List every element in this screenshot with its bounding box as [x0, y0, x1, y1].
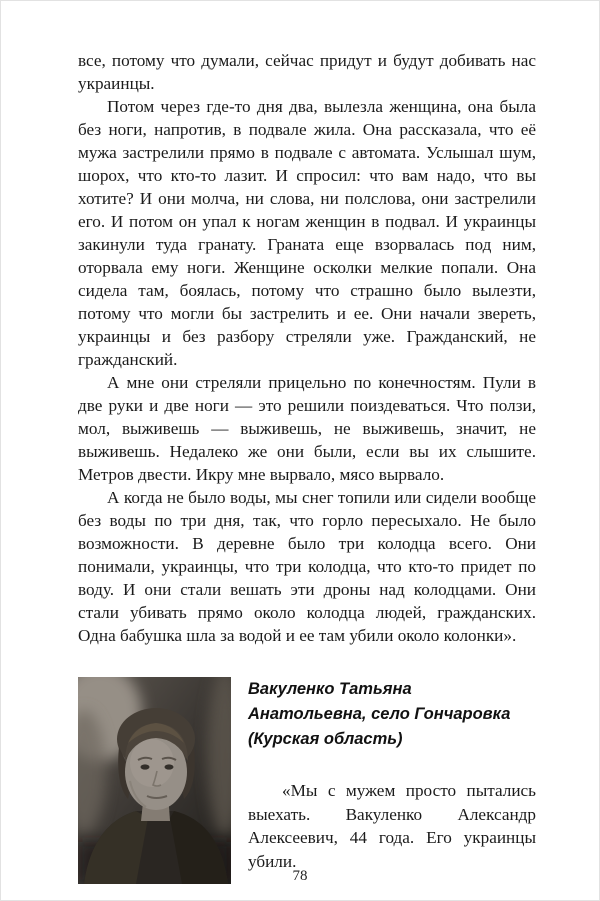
portrait-photo — [78, 677, 231, 884]
paragraph: А мне они стреляли прицельно по конечностям. Пули в две руки и две ноги — это решили поиздеваться. Что ползи, мол, выживешь — выживешь, не выживешь, значит, не выживешь. Недалеко же они были, если вы их слышите. Метров двести. Икру мне вырвало, мясо вырвало. — [78, 373, 536, 484]
caption-line: Вакуленко Татьяна — [248, 680, 412, 698]
witness-quote: «Мы с мужем просто пытались выехать. Вакуленко Александр Алексеевич, 44 года. Его украинцы убили. — [248, 781, 536, 871]
caption-line: (Курская область) — [248, 730, 403, 748]
paragraph: Потом через где-то дня два, вылезла женщина, она была без ноги, напротив, в подвале жила. Она рассказала, что её мужа застрелили прямо в подвале с автомата. Услышал шум, шорох, что кто-то лазит. И спросил: что вам надо, что вы хотите? И они молча, ни слова, ни полслова, они застрелили его. И потом он упал к ногам женщин в подвал. И украинцы закинули туда гранату. Граната еще взорвалась под ним, оторвала ему ноги. Женщине осколки мелкие попали. Она сидела там, боялась, потому что страшно было вылезти, потому что могли бы застрелить и ее. Они начали звереть, украинцы и без разбору стреляли уже. Гражданский, не гражданский. — [78, 97, 536, 369]
page-number: 78 — [292, 868, 308, 884]
witness-profile — [78, 677, 536, 884]
caption-line: Анатольевна, село Гончаровка — [248, 705, 511, 723]
witness-caption — [248, 677, 536, 752]
paragraph: все, потому что думали, сейчас придут и будут добивать нас украинцы. — [78, 51, 536, 93]
page-content — [78, 49, 536, 884]
profile-text-column — [248, 677, 536, 873]
portrait-photo-art — [78, 677, 231, 884]
paragraph: А когда не было воды, мы снег топили или сидели вообще без воды по три дня, так, что горло пересыхало. Не было возможности. В деревне было три колодца всего. Они понимали, украинцы, что три колодца, что кто-то придет по воду. И они стали вешать эти дроны над колодцами. Они стали убивать прямо около колодца людей, гражданских. Одна бабушка шла за водой и ее там убили около колонки». — [78, 488, 536, 645]
